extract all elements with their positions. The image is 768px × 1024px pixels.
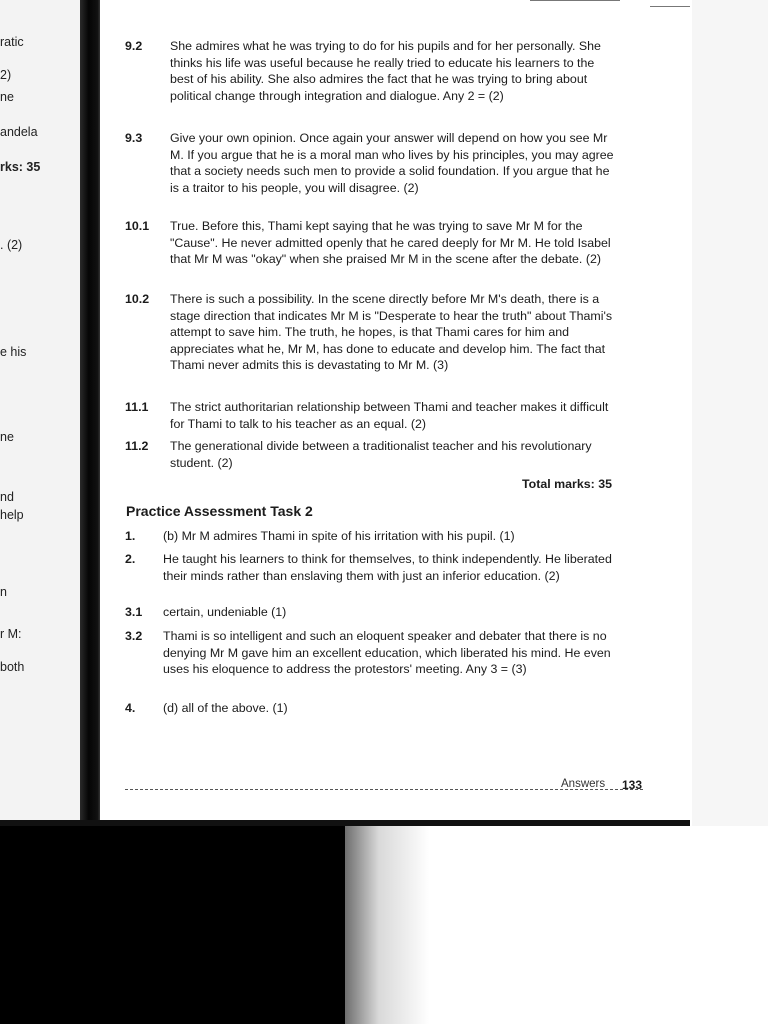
- answer-item: [125, 604, 615, 621]
- answer-item: [125, 38, 615, 104]
- answer-text: (d) all of the above. (1): [163, 701, 288, 715]
- left-page-fragment: ne: [0, 90, 14, 104]
- answer-item: [125, 628, 615, 678]
- answer-text: Thami is so intelligent and such an eloquent speaker and debater that there is no denying Mr M gave him an excellent education, which liberated his mind. He even uses his eloquence to address the protestors' meeting. Any 3 = (3): [163, 629, 611, 676]
- answer-text: True. Before this, Thami kept saying that he was trying to save Mr M for the "Cause". He never admitted openly that he cared deeply for Mr M. He told Isabel that Mr M was "okay" when she praised Mr M in the scene after the debate. (2): [170, 219, 611, 266]
- left-page-fragment: e his: [0, 345, 27, 359]
- answer-text: He taught his learners to think for themselves, to think independently. He liberated their minds rather than enslaving them with just an inferior education. (2): [163, 552, 612, 583]
- left-page-fragment: 2): [0, 68, 12, 82]
- answer-text: The strict authoritarian relationship between Thami and teacher makes it difficult for Thami to talk to his teacher as an equal. (2): [170, 400, 609, 431]
- left-page-fragment: both: [0, 660, 25, 674]
- answer-number: 11.1: [125, 400, 149, 414]
- answer-number: 3.1: [125, 605, 143, 619]
- section-heading: Practice Assessment Task 2: [126, 503, 313, 519]
- book-spine: [80, 0, 102, 830]
- scanner-background-light: [345, 826, 768, 1024]
- answer-number: 3.2: [125, 629, 143, 643]
- top-edge-line: [530, 0, 620, 1]
- answer-number: 11.2: [125, 439, 149, 453]
- left-page-fragment: ne: [0, 430, 14, 444]
- answer-text: She admires what he was trying to do for his pupils and for her personally. She thinks his life was useful because he really tried to educate his learners to the best of his ability. She also admires the fact that he was trying to bring about political change through integration and dialogue. Any 2 = (2): [170, 39, 601, 103]
- answer-text: There is such a possibility. In the scene directly before Mr M's death, there is a stage direction that indicates Mr M is "Desperate to hear the truth" about Thami's attempt to save him. The truth, he hopes, is that Thami cares for him and appreciates what he, Mr M, has done to educate and develop him. The fact that Thami never admits this is devastating to Mr M. (3): [170, 292, 613, 372]
- right-page-edge: [690, 0, 768, 830]
- answer-item: [125, 218, 615, 268]
- answer-number: 9.2: [125, 39, 143, 53]
- page-number: 133: [622, 778, 643, 792]
- left-page-fragment: andela: [0, 125, 38, 139]
- answer-item: [125, 438, 615, 471]
- answer-number: 10.1: [125, 219, 150, 233]
- answer-text: Give your own opinion. Once again your answer will depend on how you see Mr M. If you argue that he is a moral man who lives by his principles, you may agree that a society needs such men to provide a solid foundation. If you argue that he is a traitor to his people, you will disagree. (2): [170, 131, 614, 195]
- answer-number: 10.2: [125, 292, 150, 306]
- total-marks: Total marks: 35: [522, 477, 612, 491]
- left-page-fragment: rks: 35: [0, 160, 41, 174]
- left-page-fragment: r M:: [0, 627, 22, 641]
- left-page-fragment: n: [0, 585, 7, 599]
- answer-item: [125, 700, 615, 717]
- footer-label: Answers: [561, 778, 606, 790]
- answer-text: The generational divide between a traditionalist teacher and his revolutionary student. (2): [170, 439, 592, 470]
- answer-number: 2.: [125, 552, 136, 566]
- answer-number: 9.3: [125, 131, 143, 145]
- answer-item: [125, 551, 615, 584]
- answer-number: 1.: [125, 529, 136, 543]
- left-page-fragment: . (2): [0, 238, 23, 252]
- answer-item: [125, 399, 615, 432]
- left-page-fragment: nd: [0, 490, 14, 504]
- answer-item: [125, 528, 615, 545]
- top-edge-line: [650, 6, 690, 7]
- left-page-fragment: ratic: [0, 35, 24, 49]
- answer-text: certain, undeniable (1): [163, 605, 287, 619]
- left-page-fragment: help: [0, 508, 24, 522]
- answer-text: (b) Mr M admires Thami in spite of his irritation with his pupil. (1): [163, 529, 515, 543]
- answer-item: [125, 130, 615, 196]
- answer-item: [125, 291, 615, 374]
- answer-number: 4.: [125, 701, 136, 715]
